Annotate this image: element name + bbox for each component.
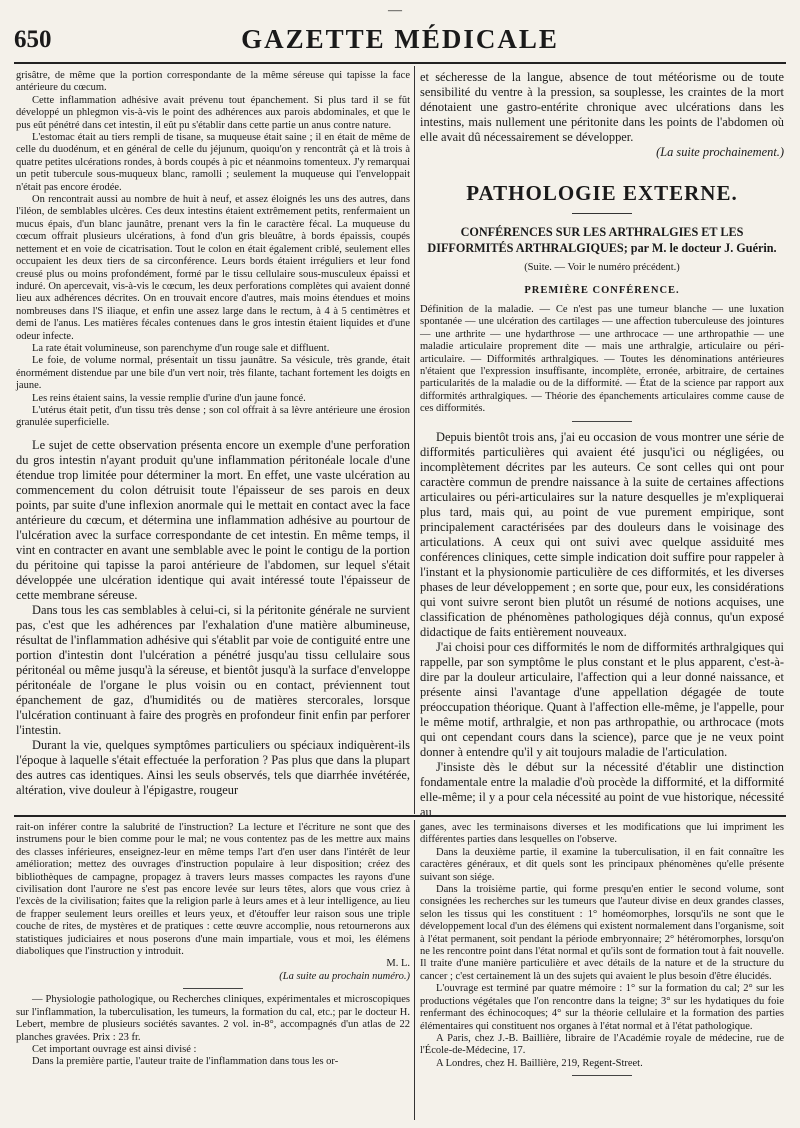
page-number: 650 bbox=[14, 26, 52, 53]
paragraph: rait-on inférer contre la salubrité de l'instruction? La lecture et l'écriture ne sont que des instrumens pour le bien comme pour le mal; ne vous contentez pas de les mettre aux mains des classes inférieures, enseignez-leur en même temps l'art d'en user dans l'intérêt de leur amélioration; mettez des ouvrages d'instruction populaire à leur disposition; créez des bibliothèques de campagne, propagez à travers leurs masses compactes les rayons d'une civilisation dont l'aurore ne s'est pas encore levée sur leurs têtes, alors que vous criez à l'excès de la civilisation; faites que la religion parle à leurs ames et à leur intelligence, au lieu de frapper seulement leurs oreilles et leurs yeux, et d'étouffer leur raison sous une triple couche de rites, de mystères et de pratiques : cette œuvre accomplie, nous retournerons aux statistiques judiciaires et nous poserons d'une main impartiale, vous et moi, les élémens diaboliques que l'instruction y introduit. bbox=[16, 822, 410, 958]
paragraph: L'estomac était au tiers rempli de tisane, sa muqueuse était saine ; il en était de même de celle du duodénum, et en général de celle du jéjunum, quoiqu'on y rencontrât çà et là trois à quatre petites ulcérations rondes, à bords coupés à pic et néanmoins tomenteux. J'y remarquai un petit tubercule sous-muqueux blanc, ramolli ; seulement la muqueuse qui l'enveloppait n'était pas encore érodée. bbox=[16, 132, 410, 193]
bottom-left-column bbox=[16, 822, 410, 1122]
paragraph: Depuis bientôt trois ans, j'ai eu occasion de vous montrer une série de difformités particulières qui avaient été jusqu'ici ou négligées, ou incomplètement décrites par les auteurs. Ce sont celles qui ont pour caractère commun de prendre naissance à la suite de certaines affections articulaires ou péri-articulaires sur la nature desquelles je m'expliquerai plus tard, mais qui, au point de vue purement empirique, sont principalement caractérisées par des douleurs dans le voisinage des articulations. A ceux qui ont suivi avec quelque assiduité mes conférences cliniques, cette simple indication doit suffire pour rappeler à l'instant et la physionomie particulière de ces difformités, et les diverses phases de leur développement ; en sorte que, pour eux, les considérations qui vont suivre seront bien plutôt un résumé de notions acquises, une classification de phénomènes pathologiques déjà connus, qu'un exposé didactique de faits entièrement nouveaux. bbox=[420, 429, 784, 639]
section-title: PATHOLOGIE EXTERNE. bbox=[466, 181, 738, 205]
section-rule bbox=[572, 213, 632, 214]
paragraph: A Paris, chez J.-B. Baillière, libraire de l'Académie royale de médecine, rue de l'École-de-Médecine, 17. bbox=[420, 1032, 784, 1057]
paragraph: Durant la vie, quelques symptômes particuliers ou spéciaux indiquèrent-ils l'époque à laquelle s'était effectuée la perforation ? Pas plus que dans la plupart des autres cas identiques. Ainsi les seuls observés, tels que diarrhée invétérée, altération, vive douleur à l'épigastre, rougeur bbox=[16, 737, 410, 797]
paragraph: Cet important ouvrage est ainsi divisé : bbox=[32, 1043, 197, 1055]
paragraph: J'ai choisi pour ces difformités le nom de difformités arthralgiques qui rappelle, par son symptôme le plus constant et le plus apparent, c'est-à-dire par la douleur articulaire, l'affection qui a leur donné naissance, et présente ainsi l'avantage d'une appellation dégagée de toute préoccupation théorique. Quant à l'affection elle-même, je l'appelle, pour le même motif, arthralgie, et non pas arthropathie, ou arthrocace (mots qui ont cependant cours dans la science), parce que je ne veux point donner à entendre qu'il y ait toujours maladie de l'articulation. bbox=[420, 639, 784, 759]
paragraph: Dans la troisième partie, qui forme presqu'en entier le second volume, sont consignées les recherches sur les tumeurs que l'auteur divise en deux grandes classes, selon les tissus qui les constituent : 1° homéomorphes, lorsqu'ils ne sont que le développement local d'un des élémens qui existent normalement dans l'organisme, soit à l'état permanent, soit pendant la période embryonnaire; 2° hétéromorphes, lorsqu'on ne les rencontre point dans l'état normal et qu'ils sont de formation tout à fait nouvelle. Il traite d'une manière particulière et avec détails de la nature et de la structure du cancer ; c'est certainement là un des sujets qui avaient le plus besoin d'être élucidés. bbox=[420, 884, 784, 982]
paragraph: — Physiologie pathologique, ou Recherches cliniques, expérimentales et microscopiques sur l'inflammation, la tuberculisation, les tumeurs, la formation du cal, etc.; par le docteur H. Lebert, membre de plusieurs sociétés savantes. 2 vol. in-8°, accompagnés d'un atlas de 22 planches gravées. Prix : 23 fr. bbox=[16, 994, 410, 1043]
paragraph: Les reins étaient sains, la vessie remplie d'urine d'un jaune foncé. bbox=[32, 392, 306, 404]
paragraph: ganes, avec les terminaisons diverses et les modifications que lui impriment les différentes parties dans lesquelles on l'observe. bbox=[420, 822, 784, 846]
top-left-column bbox=[16, 70, 410, 810]
column-divider bbox=[414, 66, 415, 814]
paragraph: et sécheresse de la langue, absence de tout météorisme ou de toute sensibilité du ventre à la pression, sa souplesse, les craintes de la mort dénotaient une gastro-entérite chronique avec ulcérations dans les intestins, mais nullement une péritonite dans les points de l'abdomen où elle avait dû nécessairement se développer. bbox=[420, 70, 784, 144]
paragraph: Dans la première partie, l'auteur traite de l'inflammation dans tous les or- bbox=[32, 1056, 339, 1068]
end-rule bbox=[572, 1075, 632, 1076]
header-rule bbox=[14, 62, 786, 64]
paragraph: Le sujet de cette observation présenta encore un exemple d'une perforation du gros intestin n'ayant produit qu'une inflammation péritonéale locale d'une étendue trop limitée pour déterminer la mort. En effet, une vaste ulcération au commencement du colon détruisit toute l'épaisseur de ses parois en deux points, par suite d'une inflexion anormale qui le mettait en contact avec la face antérieure du cœcum, et détermina une inflammation adhésive au pourtour de l'ulcération avec la surface correspondante de cet intestin. En même temps, il vint en contracter en avant une semblable avec le point le contigu de la portion du péritoine qui tapisse la paroi antérieure de l'abdomen, sur lequel s'était développée une ulcération identique qui avait intéressé toute l'épaisseur de cette membrane séreuse. bbox=[16, 437, 410, 602]
suite-note: (La suite prochainement.) bbox=[656, 145, 784, 159]
paragraph: Dans tous les cas semblables à celui-ci, si la péritonite générale ne survient pas, c'est que les adhérences par l'exhalation d'une matière albumineuse, résultat de l'inflammation adhésive qui s'établit par voie de contiguité entre une portion d'intestin dont l'ulcération a pénétré jusqu'au tissu cellulaire sous péritonéal ou même jusqu'à la séreuse, et bientôt jusqu'à la surface d'enveloppe péritonéale de l'organe le plus voisin ou en contact, préviennent tout épanchement de gaz, d'humidités ou de matières stercorales, lorsque l'ulcération continuant à faire des progrès en profondeur finit enfin par perforer l'intestin. bbox=[16, 602, 410, 737]
signature: M. L. bbox=[386, 958, 410, 970]
paragraph: Dans la deuxième partie, il examine la tuberculisation, il en fait connaître les caractères généraux, et dit quels sont les principaux phénomènes qu'elle présente suivant son siége. bbox=[420, 846, 784, 883]
conference-heading: PREMIÈRE CONFÉRENCE. bbox=[524, 285, 680, 296]
column-divider-bottom bbox=[414, 820, 415, 1120]
paragraph: Cette inflammation adhésive avait prévenu tout épanchement. Si plus tard il se fût développé un phlegmon vis-à-vis le point des adhérences aux parois abdominales, et que le pus eût pénétré dans cet intestin, il eût pu s'établir dans cette partie un anus contre nature. bbox=[16, 94, 410, 131]
summary-rule bbox=[572, 421, 632, 422]
bottom-right-column bbox=[420, 822, 784, 1122]
paragraph: L'utérus était petit, d'un tissu très dense ; son col offrait à sa lèvre antérieure une érosion granulée superficielle. bbox=[16, 404, 410, 429]
divider-rule bbox=[183, 988, 243, 989]
feuilleton-rule bbox=[14, 815, 786, 817]
paragraph: grisâtre, de même que la portion correspondante de la même séreuse qui tapisse la face antérieure du cœcum. bbox=[16, 70, 410, 94]
paragraph: Le foie, de volume normal, présentait un tissu jaunâtre. Sa vésicule, très grande, était énormément distendue par une bile d'un vert noir, très filante, tachant fortement les doigts en jaune. bbox=[16, 355, 410, 392]
top-dash: — bbox=[388, 3, 402, 18]
paragraph: On rencontrait aussi au nombre de huit à neuf, et assez éloignés les uns des autres, dans l'iléon, de semblables ulcères. Ces deux intestins étaient extrêmement petits, renfermaient un mucus épais, d'un blanc jaunâtre, prenant vers la fin le caractère fécal. La muqueuse du cœcum offrait plusieurs ulcérations, à fond d'un gris bleuâtre, à bords épaissis, coupés nettement et en voie de cicatrisation. Tout le colon en était également criblé, seulement elles occupaient les deux tiers de sa circonférence. Leurs bords étaient irréguliers et leur fond creusé plus ou moins profondément, formé par le tissu cellulaire sous-musculeux épaissi et induré. On apercevait, vis-à-vis le cœcum, les deux perforations complètes qui avaient donné lieu aux adhérences décrites. On en trouvait encore d'autres, mais moins étendues et moins nombreuses dans l'S iliaque, et enfin une assez large dans le rectum, à 4 à 5 centimètres et demi de l'anus. Les matières fécales contenues dans le gros intestin étaient liquides et d'une odeur infecte. bbox=[16, 194, 410, 342]
continuation-note: (Suite. — Voir le numéro précédent.) bbox=[524, 262, 680, 273]
suite-note: (La suite au prochain numéro.) bbox=[279, 970, 410, 982]
page-title: GAZETTE MÉDICALE bbox=[241, 24, 559, 54]
paragraph: La rate était volumineuse, son parenchyme d'un rouge sale et diffluent. bbox=[32, 342, 330, 354]
paragraph: A Londres, chez H. Baillière, 219, Regent-Street. bbox=[436, 1057, 643, 1069]
paragraph: J'insiste dès le début sur la nécessité d'établir une distinction fondamentale entre la maladie d'où procède la difformité, et la difformité elle-même; il y a pour cela nécessité au point de vue historique, nécessité au bbox=[420, 759, 784, 819]
article-subtitle: CONFÉRENCES SUR LES ARTHRALGIES ET LES DIFFORMITÉS ARTHRALGIQUES; par M. le docteur J. Guérin. bbox=[427, 225, 777, 255]
top-right-column bbox=[420, 70, 784, 819]
summary: Définition de la maladie. — Ce n'est pas une tumeur blanche — une luxation spontanée — une ulcération des cartilages — une affection tuberculeuse des jointures — une arthrite — une hydarthrose — une arthrocace — une arthropathie — une maladie articulaire proprement dite — mais une arthralgie, articulaire ou péri-articulaire. — Difformités arthralgiques. — Toutes les dénominations antérieures n'étaient que l'expression insuffisante, incomplète, erronée, arbitraire, de certaines particularités de la maladie ou de la difformité. — État de la science par rapport aux difformités arthralgiques. — Théorie des épanchements articulaires comme cause de ces difformités. bbox=[420, 304, 784, 415]
paragraph: L'ouvrage est terminé par quatre mémoire : 1° sur la formation du cal; 2° sur les productions végétales que l'on rencontre dans la teigne; 3° sur les hydatiques du foie renfermant des échinocoques; 4° sur la théorie cellulaire et la formation des parties élémentaires qui constituent nos organes à l'état normal et à l'état pathologique. bbox=[420, 983, 784, 1032]
